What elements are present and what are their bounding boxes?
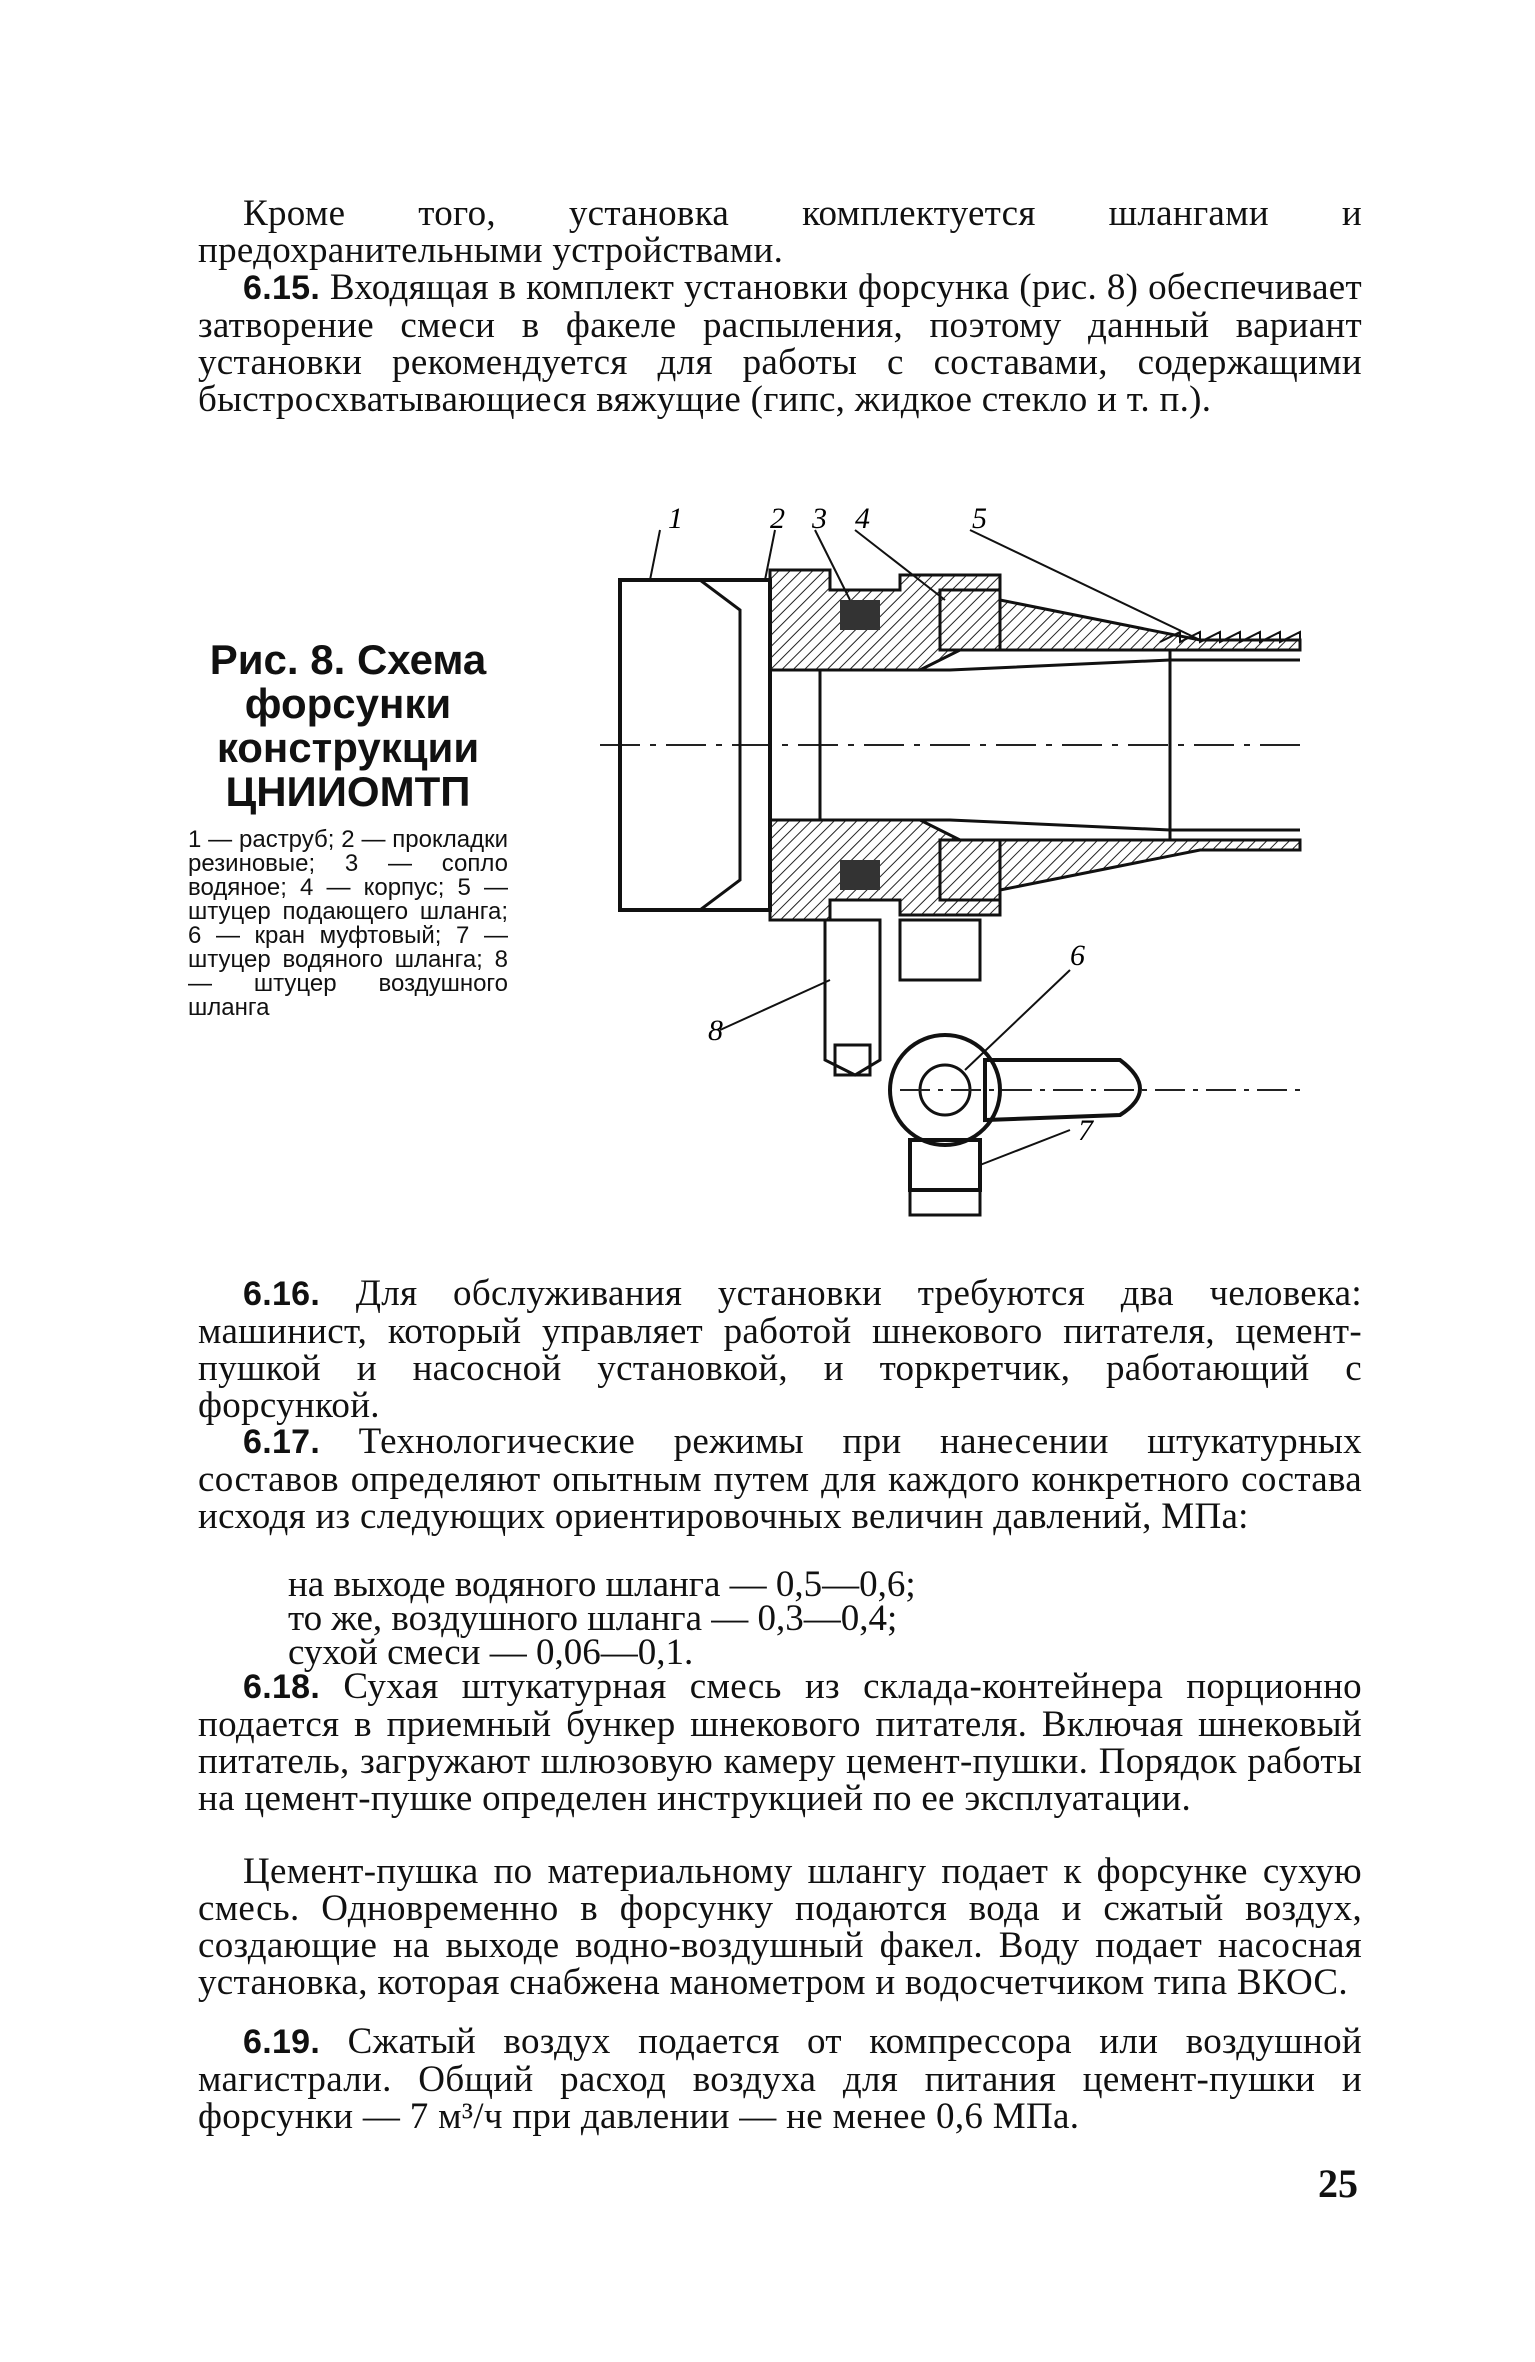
list-item: сухой смеси — 0,06—0,1. [288, 1632, 694, 1673]
section-number: 6.16. [243, 1275, 321, 1313]
figure-caption-title: Рис. 8. Схема форсунки конструкции ЦНИИОМТП [209, 636, 487, 815]
water-fitting [910, 1140, 980, 1190]
label-2: 2 [770, 502, 785, 535]
figure-caption [188, 638, 508, 1020]
paragraph-intro: Кроме того, установка комплектуется шлангами и предохранительными устройствами. [198, 193, 1362, 271]
label-1: 1 [668, 502, 683, 535]
label-3: 3 [812, 502, 827, 535]
section-number: 6.15. [243, 269, 321, 307]
paragraph-6-15: 6.15. Входящая в комплект установки форсунка (рис. 8) обеспечивает затворение смеси в факеле распыления, поэтому данный вариант установки рекомендуется для работы с составами, содержащими быстросхватывающиеся вяжущие (гипс, жидкое стекло и т. п.). [198, 267, 1362, 420]
paragraph-6-19: 6.19. Сжатый воздух подается от компрессора или воздушной магистрали. Общий расход воздуха для питания цемент-пушки и форсунки — 7 м³/ч при давлении — не менее 0,6 МПа. [198, 2021, 1362, 2137]
paragraph-6-16: 6.16. Для обслуживания установки требуются два человека: машинист, который управляет работой шнекового питателя, цемент-пушкой и насосной установкой, и торкретчик, работающий с форсункой. [198, 1273, 1362, 1426]
gasket-lower [840, 860, 880, 890]
paragraph-cement-gun: Цемент-пушка по материальному шлангу подает к форсунке сухую смесь. Одновременно в форсунку подаются вода и сжатый воздух, создающие на выходе водно-воздушный факел. Воду подает насосная установка, которая снабжена манометром и водосчетчиком типа ВКОС. [198, 1851, 1362, 2003]
paragraph-6-17: 6.17. Технологические режимы при нанесении штукатурных составов определяют опытным путем для каждого конкретного состава исходя из следующих ориентировочных величин давлений, МПа: [198, 1421, 1362, 1537]
nozzle-diagram [600, 500, 1320, 1220]
air-fitting [825, 920, 880, 1075]
label-6: 6 [1070, 939, 1085, 972]
list-item: на выходе водяного шланга — 0,5—0,6; [288, 1564, 916, 1605]
paragraph-6-18: 6.18. Сухая штукатурная смесь из склада-контейнера порционно подается в приемный бункер шнекового питателя. Включая шнековый питатель, загружают шлюзовую камеру цемент-пушки. Порядок работы на цемент-пушке определен инструкцией по ее эксплуатации. [198, 1666, 1362, 1819]
label-4: 4 [855, 502, 870, 535]
label-7: 7 [1078, 1114, 1093, 1147]
list-item: то же, воздушного шланга — 0,3—0,4; [288, 1598, 898, 1639]
figure-caption-legend: 1 — раструб; 2 — прокладки резиновые; 3 — сопло водяное; 4 — корпус; 5 — штуцер подающего шланга; 6 — кран муфтовый; 7 — штуцер водяного шланга; 8 — штуцер воздушного шланга [188, 826, 508, 1021]
section-number: 6.19. [243, 2023, 321, 2061]
label-8: 8 [708, 1014, 723, 1047]
section-number: 6.18. [243, 1668, 321, 1706]
valve-nut [900, 920, 980, 980]
page-number: 25 [1318, 2161, 1358, 2206]
section-number: 6.17. [243, 1423, 321, 1461]
label-5: 5 [972, 502, 987, 535]
gasket-upper [840, 600, 880, 630]
